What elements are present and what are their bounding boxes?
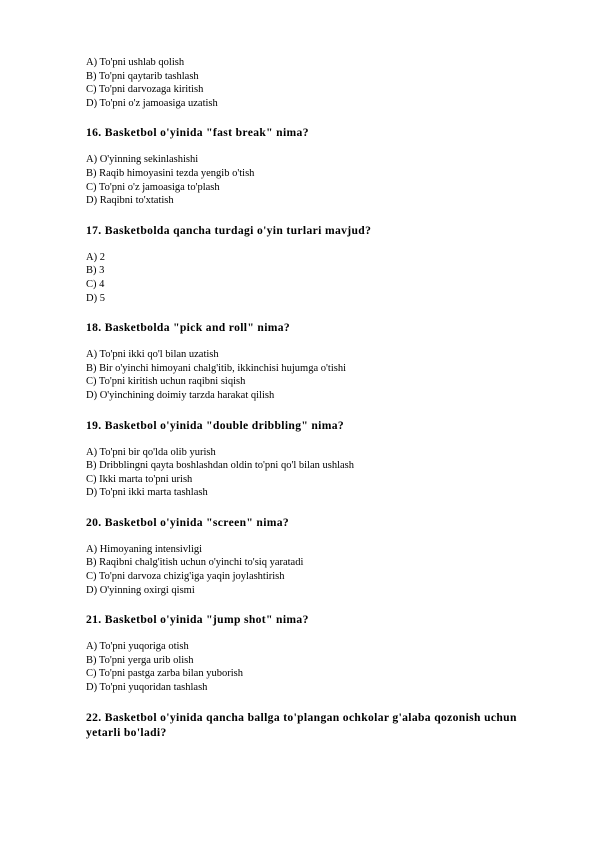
option-d: D) O'yinchining doimiy tarzda harakat qilish (86, 389, 275, 401)
question-title: 17. Basketbolda qancha turdagi o'yin turlari mavjud? (86, 223, 372, 237)
option-d: D) Raqibni to'xtatish (86, 195, 174, 207)
option-b: B) Dribblingni qayta boshlashdan oldin to'pni qo'l bilan ushlash (86, 460, 355, 472)
option-d: D) To'pni o'z jamoasiga uzatish (86, 97, 218, 109)
question-20 (86, 515, 546, 597)
option-c: C) To'pni pastga zarba bilan yuborish (86, 668, 243, 680)
option-c: C) 4 (86, 278, 105, 290)
option-b: B) 3 (86, 265, 105, 277)
question-16 (86, 125, 546, 207)
question-title: 19. Basketbol o'yinida "double dribbling" nima? (86, 418, 345, 432)
option-b: B) Bir o'yinchi himoyani chalg'itib, ikkinchisi hujumga o'tishi (86, 362, 346, 374)
question-18 (86, 320, 546, 402)
option-c: C) To'pni darvozaga kiritish (86, 84, 204, 96)
question-22 (86, 710, 546, 740)
quiz-page (86, 56, 546, 753)
question-title: 22. Basketbol o'yinida qancha ballga to'plangan ochkolar g'alaba qozonish uchun yetarli bo'ladi? (86, 710, 517, 739)
question-19 (86, 418, 546, 500)
option-c: C) To'pni kiritish uchun raqibni siqish (86, 376, 246, 388)
option-a: A) Himoyaning intensivligi (86, 543, 203, 555)
option-b: B) To'pni yerga urib olish (86, 654, 194, 666)
option-a: A) To'pni ushlab qolish (86, 57, 185, 68)
option-c: C) To'pni o'z jamoasiga to'plash (86, 181, 220, 193)
question-17 (86, 223, 546, 305)
option-a: A) To'pni bir qo'lda olib yurish (86, 446, 216, 458)
option-a: A) To'pni yuqoriga otish (86, 641, 189, 653)
question-title: 18. Basketbolda "pick and roll" nima? (86, 321, 291, 335)
option-c: C) To'pni darvoza chizig'iga yaqin joylashtirish (86, 571, 285, 583)
question-21 (86, 612, 546, 694)
question-title: 20. Basketbol o'yinida "screen" nima? (86, 515, 290, 529)
option-a: A) 2 (86, 251, 105, 263)
option-d: D) O'yinning oxirgi qismi (86, 584, 195, 596)
option-b: B) Raqib himoyasini tezda yengib o'tish (86, 167, 255, 179)
option-b: B) To'pni qaytarib tashlash (86, 70, 199, 82)
option-d: D) To'pni ikki marta tashlash (86, 487, 208, 499)
leading-options (86, 56, 546, 110)
question-title: 21. Basketbol o'yinida "jump shot" nima? (86, 613, 309, 627)
option-c: C) Ikki marta to'pni urish (86, 473, 193, 485)
option-a: A) To'pni ikki qo'l bilan uzatish (86, 349, 219, 361)
option-a: A) O'yinning sekinlashishi (86, 154, 199, 166)
option-d: D) 5 (86, 292, 105, 304)
option-b: B) Raqibni chalg'itish uchun o'yinchi to'siq yaratadi (86, 557, 304, 569)
option-d: D) To'pni yuqoridan tashlash (86, 682, 208, 694)
question-title: 16. Basketbol o'yinida "fast break" nima? (86, 126, 309, 140)
